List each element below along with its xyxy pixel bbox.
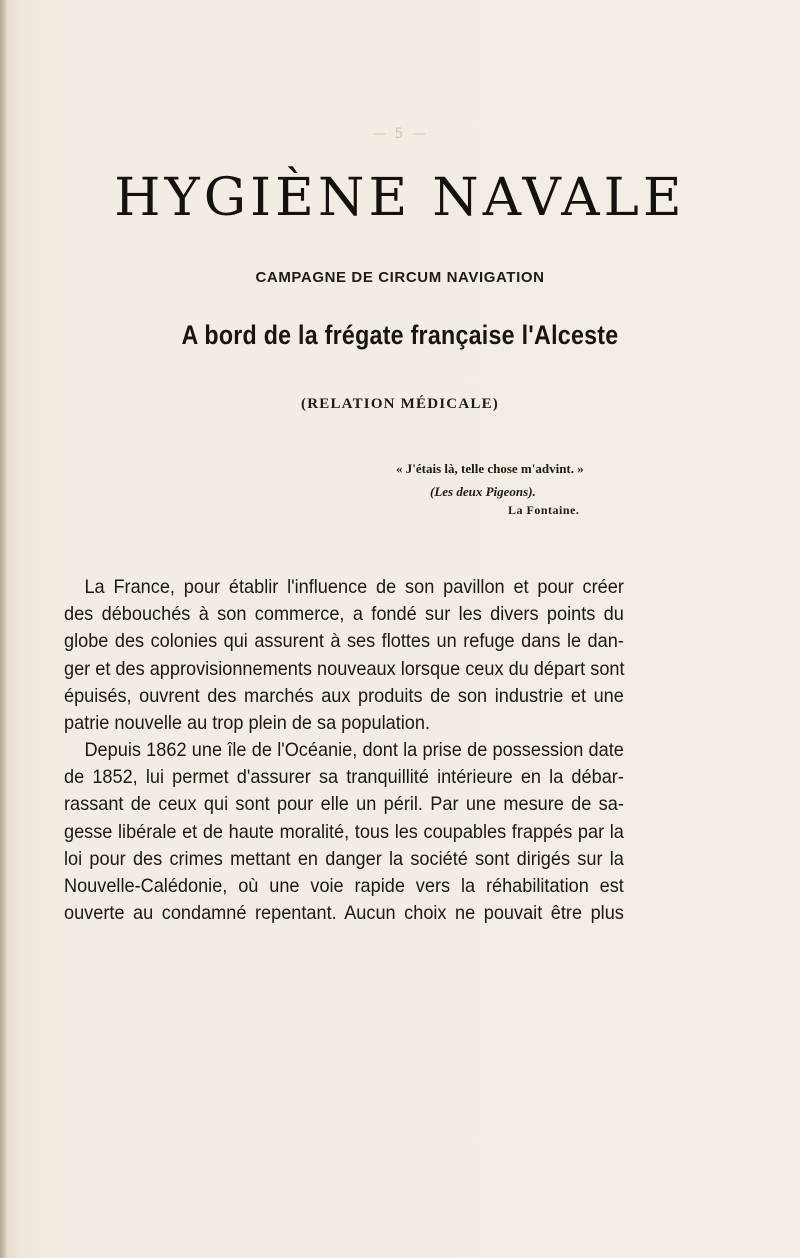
- text-line: Depuis 1862 une île de l'Océanie, dont la prise de possession date: [84, 739, 624, 761]
- epigraph-source: (Les deux Pigeons).: [430, 484, 536, 499]
- text-line: ger et des approvisionnements nouveaux lorsque ceux du départ sont: [64, 657, 625, 680]
- subtitle-relation: (RELATION MÉDICALE): [301, 396, 499, 412]
- epigraph-quote: « J'étais là, telle chose m'advint. »: [396, 461, 584, 476]
- text-line: gesse libérale et de haute moralité, tous les coupables frappés par la: [64, 820, 624, 843]
- text-line: rassant de ceux qui sont pour elle un péril. Par une mesure de sa-: [64, 793, 624, 816]
- text-line: de 1852, lui permet d'assurer sa tranquillité intérieure en la débar-: [64, 766, 624, 789]
- paragraph-2: [64, 737, 666, 927]
- epigraph-author: La Fontaine.: [508, 503, 580, 517]
- text-line: des débouchés à son commerce, a fondé sur les divers points du: [64, 603, 624, 626]
- subtitle-campaign: CAMPAGNE DE CIRCUM NAVIGATION: [255, 269, 545, 286]
- text-line: La France, pour établir l'influence de son pavillon et pour créer: [84, 576, 624, 598]
- paragraph-1: [64, 574, 666, 737]
- subtitle-ship: A bord de la frégate française l'Alceste: [181, 320, 619, 350]
- text-line: épuisés, ouvrent des marchés aux produits de son industrie et une: [64, 684, 624, 707]
- text-line: patrie nouvelle au trop plein de sa population.: [64, 712, 430, 735]
- text-line: ouverte au condamné repentant. Aucun choix ne pouvait être plus: [64, 902, 624, 925]
- text-line: globe des colonies qui assurent à ses flottes un refuge dans le dan-: [64, 630, 624, 653]
- page-number: — 5 —: [372, 126, 428, 142]
- text-line: Nouvelle-Calédonie, où une voie rapide vers la réhabilitation est: [64, 875, 624, 898]
- text-line: loi pour des crimes mettant en danger la société sont dirigés sur la: [64, 847, 624, 870]
- page-title: HYGIÈNE NAVALE: [114, 168, 686, 228]
